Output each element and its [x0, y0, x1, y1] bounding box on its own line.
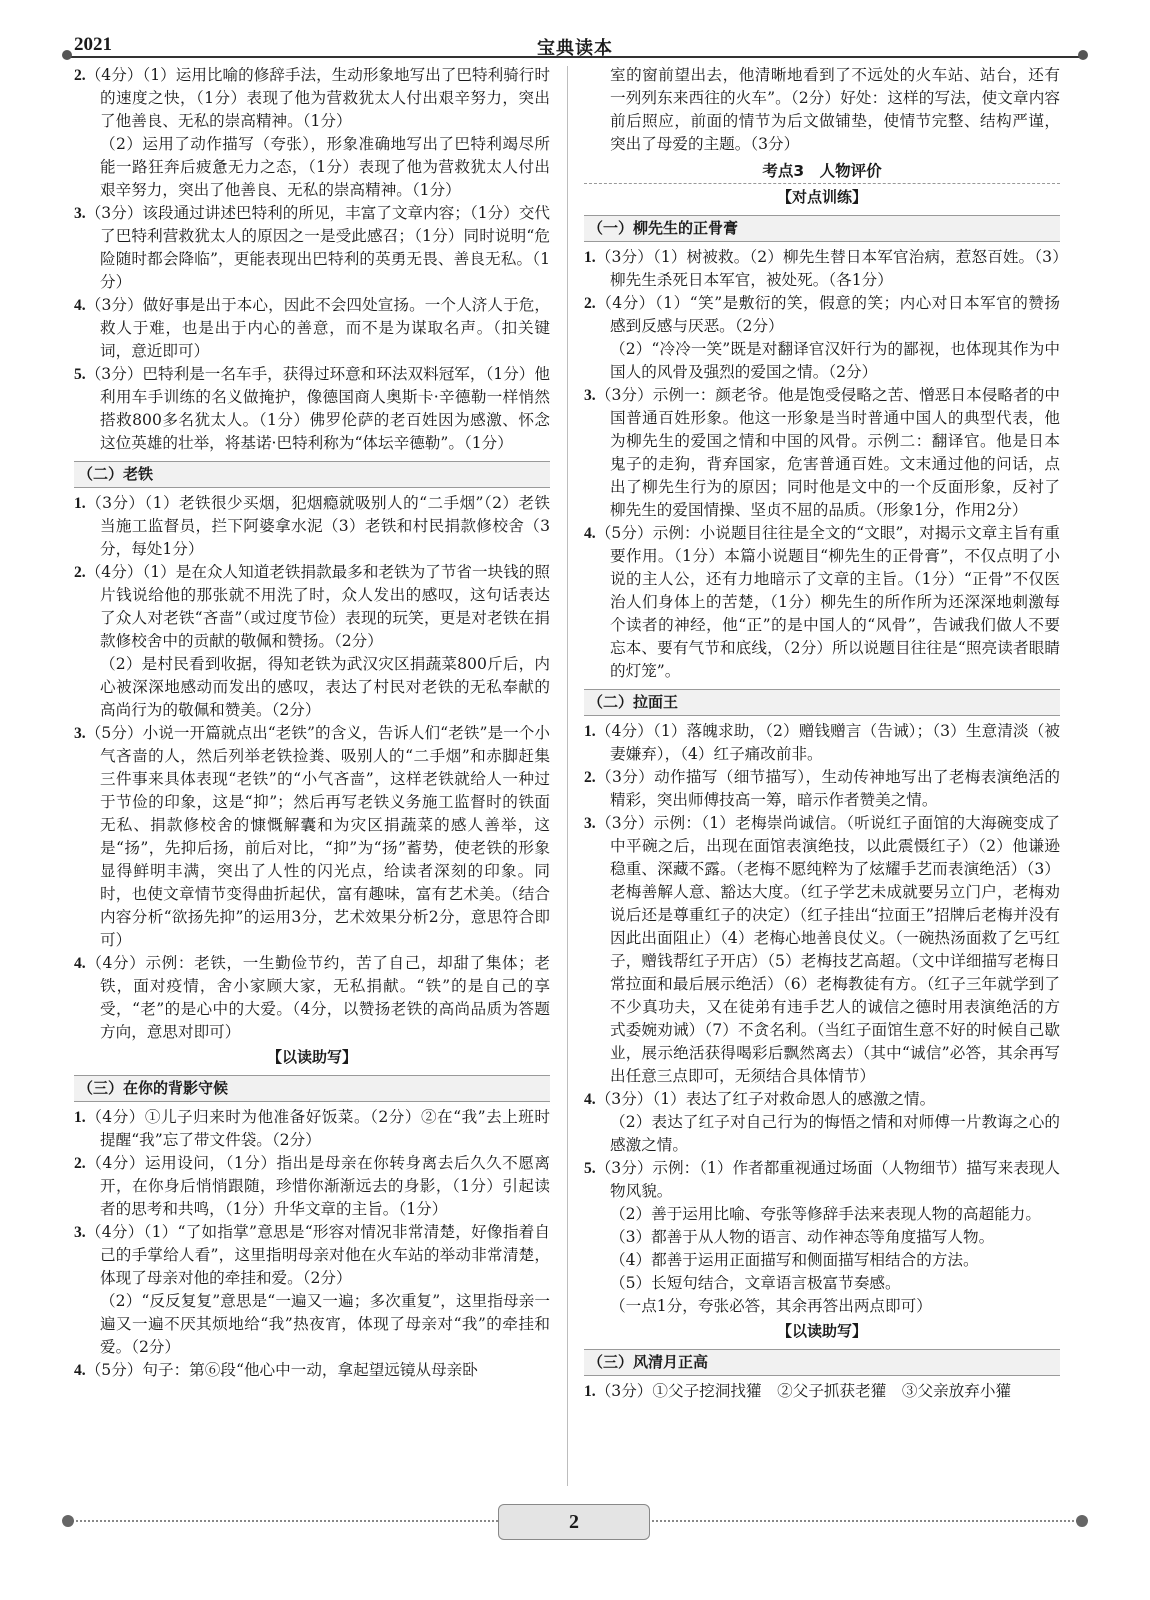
item-text: （3分）做好事是出于本心，因此不会四处宣扬。一个人济人于危，救人于难，也是出于内心的善意，而不是为谋取名声。（扣关键词，意近即可） [85, 296, 550, 360]
answer-item [584, 384, 1060, 522]
page-footer [68, 1510, 1082, 1570]
item-number: 2. [74, 1155, 86, 1172]
item-text: （4分）（1）落魄求助，（2）赠钱赠言（告诫）；（3）生意清淡（被妻嫌弃），（4）红子痛改前非。 [595, 722, 1060, 763]
answer-item [74, 561, 550, 653]
section-heading: （三）在你的背影守候 [74, 1075, 550, 1102]
item-text: （3分）该段通过讲述巴特利的所见，丰富了文章内容；（1分）交代了巴特利营救犹太人的原因之一是受此感召；（1分）同时说明“危险随时都会降临”，更能表现出巴特利的英勇无畏、善良无私。（1分） [85, 204, 550, 291]
item-number: 4. [74, 955, 86, 972]
item-number: 3. [74, 1224, 86, 1241]
item-number: 1. [74, 1109, 86, 1126]
answer-item [584, 812, 1060, 1088]
answer-item [74, 202, 550, 294]
answer-sub-item: （一点1分，夸张必答，其余再答出两点即可） [610, 1297, 932, 1315]
subsection-label: 【对点训练】 [776, 188, 867, 206]
item-number: 5. [584, 1160, 596, 1177]
answer-item [74, 1106, 550, 1152]
item-number: 1. [584, 249, 596, 266]
item-text: （4分）（1）是在众人知道老铁捐款最多和老铁为了节省一块钱的照片钱说给他的那张就不用洗了时，众人发出的感叹，这句话表达了众人对老铁“吝啬”（或过度节俭）表现的玩笑，更是对老铁在捐款修校舍中的贡献的敬佩和赞扬。（2分） [85, 563, 550, 650]
item-number: 4. [584, 525, 596, 542]
answer-item [74, 64, 550, 133]
answer-sub-item: （2）表达了红子对自己行为的悔悟之情和对师傅一片教诲之心的感激之情。 [610, 1113, 1060, 1154]
answer-item [584, 522, 1060, 683]
item-text: （3分）（1）树被救。（2）柳先生替日本军官治病，惹怒百姓。（3）柳先生杀死日本军官，被处死。（各1分） [595, 248, 1060, 289]
answer-item [74, 294, 550, 363]
item-number: 4. [74, 297, 86, 314]
answer-item [74, 492, 550, 561]
item-number: 2. [74, 564, 86, 581]
subsection-label: 【以读助写】 [266, 1048, 357, 1066]
page-header [68, 30, 1082, 60]
section-heading: （一）柳先生的正骨膏 [584, 215, 1060, 242]
item-number: 1. [584, 723, 596, 740]
item-number: 3. [74, 205, 86, 222]
item-number: 3. [584, 387, 596, 404]
item-text: （3分）示例一：颜老爷。他是饱受侵略之苦、憎恶日本侵略者的中国普通百姓形象。他这一形象是当时普通中国人的典型代表，他为柳先生的爱国之情和中国的风骨。示例二：翻译官。他是日本鬼子的走狗，背弃国家，危害普通百姓。文末通过他的问话，点出了柳先生行为的原因；同时他是文中的一个反面形象，反衬了柳先生的爱国情操、坚贞不屈的品质。（形象1分，作用2分） [595, 386, 1060, 519]
item-text: （3分）动作描写（细节描写），生动传神地写出了老梅表演绝活的精彩，突出师傅技高一筹，暗示作者赞美之情。 [595, 768, 1060, 809]
topic-heading: 考点3 人物评价 [584, 160, 1060, 184]
answer-item [74, 722, 550, 952]
header-title: 宝典读本 [537, 38, 613, 59]
item-number: 4. [74, 1362, 86, 1379]
left-column [74, 64, 550, 1488]
subsection-label: 【以读助写】 [776, 1322, 867, 1340]
header-dot-icon [62, 50, 72, 60]
answer-sub-item: （2）“冷冷一笑”既是对翻译官汉奸行为的鄙视，也体现其作为中国人的风骨及强烈的爱国之情。（2分） [610, 340, 1060, 381]
answer-item [74, 363, 550, 455]
answer-sub-item: （4）都善于运用正面描写和侧面描写相结合的方法。 [610, 1251, 979, 1269]
item-number: 2. [74, 67, 86, 84]
item-text: （4分）示例：老铁，一生勤俭节约，苦了自己，却甜了集体；老铁，面对疫情，舍小家顾大家，无私捐献。“铁”的是自己的享受，“老”的是心中的大爱。（4分，以赞扬老铁的高尚品质为答题方向，意思对即可） [85, 954, 550, 1041]
answer-sub-item: （2）“反反复复”意思是“一遍又一遍；多次重复”，这里指母亲一遍又一遍不厌其烦地给“我”热夜宵，体现了母亲对“我”的牵挂和爱。（2分） [100, 1292, 550, 1356]
item-text: （4分）（1）运用比喻的修辞手法，生动形象地写出了巴特利骑行时的速度之快，（1分）表现了他为营救犹太人付出艰辛努力，突出了他善良、无私的崇高精神。（1分） [85, 66, 550, 130]
answer-sub-item: （2）善于运用比喻、夸张等修辞手法来表现人物的高超能力。 [610, 1205, 1041, 1223]
item-text: （5分）小说一开篇就点出“老铁”的含义，告诉人们“老铁”是一个小气吝啬的人，然后列举老铁捡粪、吸别人的“二手烟”和赤脚赶集三件事来具体表现“老铁”的“小气吝啬”，这样老铁就给人一种过于节俭的印象，这是“抑”；然后再写老铁义务施工监督时的铁面无私、捐款修校舍的慷慨解囊和为灾区捐蔬菜的感人善举，这是“扬”，先抑后扬，前后对比，“抑”为“扬”蓄势，使老铁的形象显得鲜明丰满，突出了人性的闪光点，给读者深刻的印象。同时，也使文章情节变得曲折起伏，富有趣味，富有艺术美。（结合内容分析“欲扬先抑”的运用3分，艺术效果分析2分，意思符合即可） [85, 724, 550, 949]
answer-item [584, 246, 1060, 292]
answer-item [74, 952, 550, 1044]
item-text: （5分）示例：小说题目往往是全文的“文眼”，对揭示文章主旨有重要作用。（1分）本篇小说题目“柳先生的正骨膏”，不仅点明了小说的主人公，还有力地暗示了文章的主旨。（1分）“正骨”不仅医治人们身体上的苦楚，（1分）柳先生的所作所为还深深地刺激每个读者的神经，他“正”的是中国人的“风骨”，告诫我们做人不要忘本、要有气节和底线，（2分）所以说题目往往是“照亮读者眼睛的灯笼”。 [595, 524, 1060, 680]
item-number: 1. [584, 1383, 596, 1400]
item-text: （4分）（1）“了如指掌”意思是“形容对情况非常清楚，好像指着自己的手掌给人看”，这里指明母亲对他在火车站的举动非常清楚，体现了母亲对他的牵挂和爱。（2分） [85, 1223, 550, 1287]
item-number: 4. [584, 1091, 596, 1108]
item-text: （3分）①父子挖洞找獾 ②父子抓获老獾 ③父亲放弃小獾 [595, 1382, 1012, 1400]
answer-sub-item: （2）是村民看到收据，得知老铁为武汉灾区捐蔬菜800斤后，内心被深深地感动而发出的感叹，表达了村民对老铁的无私奉献的高尚行为的敬佩和赞美。（2分） [100, 655, 550, 719]
header-rule [68, 56, 1082, 58]
section-heading: （三）风清月正高 [584, 1349, 1060, 1376]
item-text: （4分）运用设问，（1分）指出是母亲在你转身离去后久久不愿离开，在你身后悄悄跟随，珍惜你渐渐远去的身影，（1分）引起读者的思考和共鸣，（1分）升华文章的主旨。（1分） [85, 1154, 550, 1218]
answer-sub-item: （3）都善于从人物的语言、动作神态等角度描写人物。 [610, 1228, 995, 1246]
answer-item [74, 1221, 550, 1290]
item-text: （3分）巴特利是一名车手，获得过环意和环法双料冠军，（1分）他利用车手训练的名义做掩护，像德国商人奥斯卡·辛德勒一样悄然搭救800多名犹太人。（1分）佛罗伦萨的老百姓因为感激、怀念这位英雄的壮举，将基诺·巴特利称为“体坛辛德勒”。（1分） [85, 365, 550, 452]
column-divider [567, 66, 568, 1486]
item-text: （3分）（1）老铁很少买烟，犯烟瘾就吸别人的“二手烟”（2）老铁当施工监督员，拦下阿婆拿水泥（3）老铁和村民捐款修校舍（3分，每处1分） [85, 494, 550, 558]
header-dot-icon [1078, 50, 1088, 60]
item-number: 2. [584, 295, 596, 312]
section-heading: （二）老铁 [74, 461, 550, 488]
item-text: （5分）句子：第⑥段“他心中一动，拿起望远镜从母亲卧 [85, 1361, 478, 1379]
answer-item [584, 766, 1060, 812]
answer-item [74, 1152, 550, 1221]
answer-item [74, 1359, 550, 1382]
footer-dot-icon [62, 1515, 74, 1527]
item-text: （3分）示例：（1）老梅崇尚诚信。（听说红子面馆的大海碗变成了中平碗之后，出现在面馆表演绝技，以此震慑红子）（2）他谦逊稳重、深藏不露。（老梅不愿纯粹为了炫耀手艺而表演绝活）（3）老梅善解人意、豁达大度。（红子学艺未成就要另立门户，老梅劝说后还是尊重红子的决定）（红子挂出“拉面王”招牌后老梅并没有因此出面阻止）（4）老梅心地善良仗义。（一碗热汤面救了乞丐红子，赠钱帮红子开店）（5）老梅技艺高超。（文中详细描写老梅日常拉面和最后展示绝活）（6）老梅教徒有方。（红子三年就学到了不少真功夫，又在徒弟有违手艺人的诚信之德时用表演绝活的方式委婉劝诫）（7）不贪名利。（当红子面馆生意不好的时候自己歇业，展示绝活获得喝彩后飘然离去）（其中“诚信”必答，其余再写出任意三点即可，无须结合具体情节） [595, 814, 1060, 1085]
header-year: 2021 [74, 34, 112, 55]
answer-item [584, 292, 1060, 338]
item-text: （3分）（1）表达了红子对救命恩人的感激之情。 [595, 1090, 936, 1108]
answer-item [584, 1088, 1060, 1111]
answer-sub-item: （2）运用了动作描写（夸张），形象准确地写出了巴特利竭尽所能一路狂奔后疲惫无力之态，（1分）表现了他为营救犹太人付出艰辛努力，突出了他善良、无私的崇高精神。（1分） [100, 135, 550, 199]
answer-item [584, 1157, 1060, 1203]
answer-sub-item: （5）长短句结合，文章语言极富节奏感。 [610, 1274, 901, 1292]
item-text: （4分）①儿子归来时为他准备好饭菜。（2分）②在“我”去上班时提醒“我”忘了带文件袋。（2分） [85, 1108, 550, 1149]
footer-dot-icon [1076, 1515, 1088, 1527]
item-number: 1. [74, 495, 86, 512]
item-number: 3. [74, 725, 86, 742]
item-text: （3分）示例：（1）作者都重视通过场面（人物细节）描写来表现人物风貌。 [595, 1159, 1060, 1200]
item-number: 3. [584, 815, 596, 832]
item-number: 2. [584, 769, 596, 786]
item-number: 5. [74, 366, 86, 383]
answer-item [584, 1380, 1060, 1403]
right-column [584, 64, 1060, 1488]
section-heading: （二）拉面王 [584, 689, 1060, 716]
page-number: 2 [498, 1504, 650, 1540]
answer-item [584, 720, 1060, 766]
item-text: （4分）（1）“笑”是敷衍的笑，假意的笑；内心对日本军官的赞扬感到反感与厌恶。（2分） [595, 294, 1060, 335]
answer-sub-item: 室的窗前望出去，他清晰地看到了不远处的火车站、站台，还有一列列东来西往的火车”。（2分）好处：这样的写法，使文章内容前后照应，前面的情节为后文做铺垫，使情节完整、结构严谨，突出了母爱的主题。（3分） [610, 66, 1060, 153]
